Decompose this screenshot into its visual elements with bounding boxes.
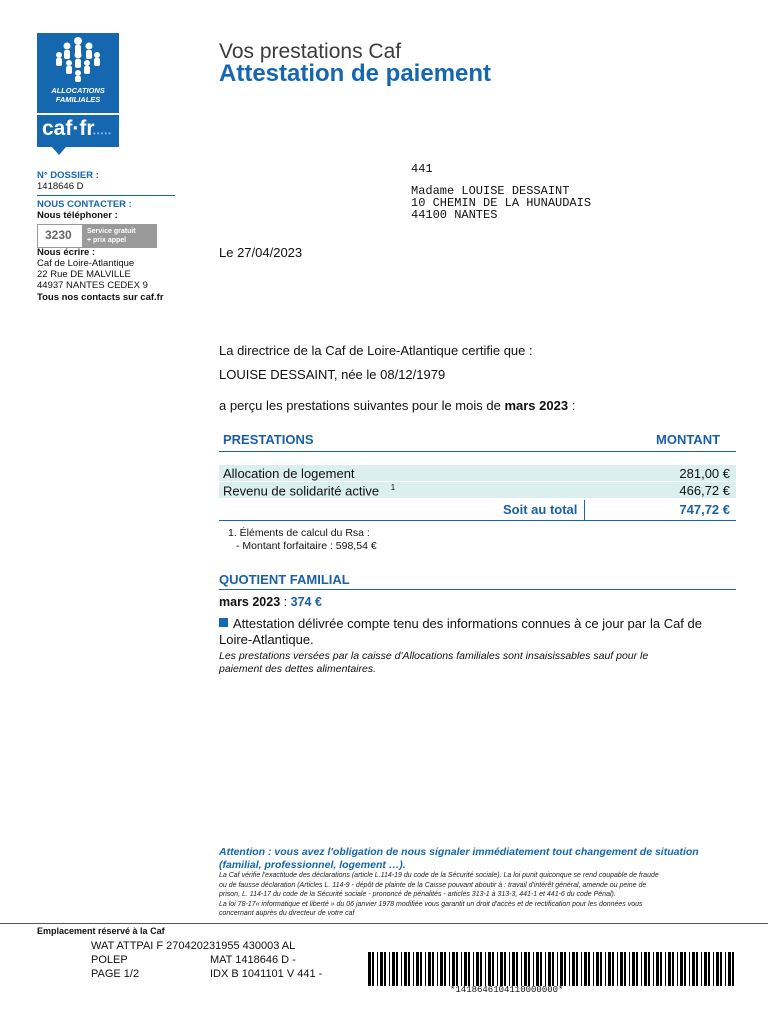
barcode-bar (677, 952, 678, 986)
received-text (219, 398, 575, 413)
quotient-value: 374 € (290, 595, 322, 609)
barcode-bar (464, 952, 467, 986)
barcode-bar (713, 952, 714, 986)
barcode-bar (492, 952, 494, 986)
barcode-bar (536, 952, 539, 986)
barcode-bar (509, 952, 510, 986)
barcode (368, 952, 736, 986)
barcode-bar (620, 952, 623, 986)
barcode-bar (672, 952, 674, 986)
notice-line-1: Attestation délivrée compte tenu des informations connues à ce jour par la Caf de (233, 616, 702, 631)
barcode-bar (384, 952, 386, 986)
total-separator (584, 500, 585, 520)
footer-row-3-col-1: PAGE 1/2 (91, 968, 140, 980)
barcode-bar (716, 952, 719, 986)
barcode-bar (540, 952, 542, 986)
barcode-bar (456, 952, 458, 986)
table-row-amount: 281,00 € (679, 466, 730, 481)
attention-block (219, 846, 736, 872)
legal-line-2: ou de fausse déclaration (Articles L. 114-9 - dépôt de plainte de la Caisse pouvant aboutir à : travail d'intérêt général, amende ou peine de (219, 881, 647, 889)
write-line-1: Caf de Loire-Atlantique (37, 258, 135, 269)
barcode-bar (629, 952, 630, 986)
barcode-bar (416, 952, 419, 986)
barcode-bar (704, 952, 707, 986)
phone-tag-line-1: Service gratuit (87, 228, 136, 235)
barcode-bar (588, 952, 590, 986)
barcode-bar (612, 952, 614, 986)
certify-text: La directrice de la Caf de Loire-Atlantique certifie que : (219, 343, 533, 358)
barcode-bar (728, 952, 731, 986)
barcode-bar (437, 952, 438, 986)
barcode-bar (432, 952, 434, 986)
caf-fr-text: caf·fr (42, 117, 95, 140)
barcode-bar (428, 952, 431, 986)
footnote-line-2: - Montant forfaitaire : 598,54 € (236, 540, 377, 552)
barcode-bar (392, 952, 395, 986)
barcode-bar (692, 952, 695, 986)
quotient-sep: : (283, 595, 288, 609)
page-title: Attestation de paiement (219, 60, 492, 87)
phone-label: Nous téléphoner : (37, 210, 118, 221)
barcode-bar (576, 952, 578, 986)
logo-line-2: FAMILIALES (55, 95, 101, 104)
barcode-bar (600, 952, 602, 986)
barcode-bar (701, 952, 702, 986)
barcode-bar (461, 952, 462, 986)
barcode-bar (684, 952, 686, 986)
quotient-rule (219, 589, 736, 590)
phone-tag (82, 224, 156, 248)
barcode-bar (396, 952, 398, 986)
barcode-bar (660, 952, 662, 986)
table-row-label (223, 483, 395, 498)
barcode-bar (528, 952, 530, 986)
dossier-label: N° DOSSIER : (37, 170, 99, 181)
footer-row-1: WAT ATTPAI F 270420231955 430003 AL (91, 940, 296, 952)
quotient-value-line (219, 595, 322, 609)
barcode-bar (413, 952, 414, 986)
barcode-bar (632, 952, 635, 986)
barcode-bar (596, 952, 599, 986)
barcode-bar (665, 952, 666, 986)
col-montant: MONTANT (656, 432, 721, 447)
barcode-bar (648, 952, 650, 986)
legal-line-1: La Caf vérifie l'exactitude des déclarations (article L.114-19 du code de la Sécurité sociale). La loi punit quiconque se rend coupable de fraude (219, 872, 659, 879)
logo-line-1: ALLOCATIONS (51, 86, 105, 95)
barcode-bar (720, 952, 722, 986)
barcode-bar (504, 952, 506, 986)
barcode-bar (696, 952, 698, 986)
bullet-square-icon (219, 618, 228, 627)
barcode-bar (644, 952, 647, 986)
write-label: Nous écrire : (37, 247, 96, 258)
barcode-bar (605, 952, 606, 986)
barcode-bar (425, 952, 426, 986)
barcode-bar (656, 952, 659, 986)
barcode-bar (564, 952, 566, 986)
barcode-bar (560, 952, 563, 986)
received-month: mars 2023 (504, 398, 569, 413)
barcode-bar (636, 952, 638, 986)
col-prestations: PRESTATIONS (223, 432, 314, 447)
barcode-bar (653, 952, 654, 986)
phone-tag-line-2: + prix appel (87, 237, 127, 244)
barcode-bar (401, 952, 402, 986)
barcode-bar (512, 952, 515, 986)
logo-pointer (52, 147, 66, 155)
barcode-bar (584, 952, 587, 986)
phone-number: 3230 (45, 228, 72, 242)
barcode-bar (557, 952, 558, 986)
legal-block (219, 871, 736, 919)
barcode-bar (488, 952, 491, 986)
barcode-bar (732, 952, 734, 986)
address-code: 441 (411, 162, 433, 176)
write-line-2: 22 Rue DE MALVILLE (37, 269, 131, 280)
barcode-bar (485, 952, 486, 986)
barcode-bar (624, 952, 626, 986)
barcode-bar (372, 952, 374, 986)
footer-divider (0, 923, 768, 924)
barcode-bar (500, 952, 503, 986)
barcode-bar (480, 952, 482, 986)
barcode-bar (452, 952, 455, 986)
barcode-bar (521, 952, 522, 986)
barcode-bar (368, 952, 371, 986)
caf-fr-dots: ••••• (93, 129, 113, 138)
family-figures-icon (37, 33, 119, 87)
total-amount: 747,72 € (679, 502, 730, 517)
footer-row-3-col-2: IDX B 1041101 V 441 - (210, 968, 323, 980)
barcode-bar (420, 952, 422, 986)
address-line-1: Madame LOUISE DESSAINT (411, 184, 570, 198)
total-label: Soit au total (503, 502, 578, 517)
footnote-marker: 1 (390, 483, 396, 492)
table-header-rule (219, 451, 736, 452)
legal-line-3: prison, L. 114-17 du code de la Sécurité sociale - prononcé de pénalités - articles 313-1 à 313-3, 441-1 et 441-6 du code Pénal). (219, 891, 616, 898)
barcode-bar (404, 952, 407, 986)
barcode-bar (617, 952, 618, 986)
barcode-bar (641, 952, 642, 986)
quotient-title: QUOTIENT FAMILIAL (219, 572, 350, 587)
barcode-bar (581, 952, 582, 986)
barcode-bar (497, 952, 498, 986)
legal-line-5: concernant auprès du directeur de votre caf (219, 910, 355, 917)
footnote-line-1: 1. Éléments de calcul du Rsa : (228, 527, 370, 539)
received-pre: a perçu les prestations suivantes pour le mois de (219, 398, 501, 413)
barcode-bar (545, 952, 546, 986)
barcode-bar (552, 952, 554, 986)
barcode-bar (689, 952, 690, 986)
barcode-bar (468, 952, 470, 986)
barcode-bar (524, 952, 527, 986)
notice-italic-2: paiement des dettes alimentaires. (219, 663, 377, 675)
letter-date: Le 27/04/2023 (219, 245, 303, 260)
table-row-label: Allocation de logement (223, 466, 355, 481)
barcode-bar (593, 952, 594, 986)
dossier-value: 1418646 D (37, 181, 84, 192)
barcode-bar (608, 952, 611, 986)
received-post: : (571, 398, 576, 413)
address-line-2: 10 CHEMIN DE LA HUNAUDAIS (411, 196, 592, 210)
divider (37, 195, 175, 196)
barcode-bar (569, 952, 570, 986)
barcode-bar (440, 952, 443, 986)
barcode-bar (680, 952, 683, 986)
footer-label: Emplacement réservé à la Caf (37, 926, 165, 936)
barcode-bar (389, 952, 390, 986)
contacts-link[interactable]: Tous nos contacts sur caf.fr (37, 292, 164, 303)
legal-line-4: La loi 78-17« informatique et liberté » du 06 janvier 1978 modifiée vous garantit un droit d'accès et de rectification pour les données vous (219, 900, 643, 908)
barcode-bar (548, 952, 551, 986)
barcode-bar (725, 952, 726, 986)
barcode-bar (380, 952, 383, 986)
barcode-bar (516, 952, 518, 986)
barcode-bar (708, 952, 710, 986)
quotient-month: mars 2023 (219, 595, 281, 609)
attention-line-1: Attention : vous avez l'obligation de nous signaler immédiatement tout changement de situation (219, 846, 699, 858)
barcode-bar (572, 952, 575, 986)
barcode-bar (377, 952, 378, 986)
barcode-bar (533, 952, 534, 986)
notice-italic-1: Les prestations versées par la caisse d'Allocations familiales sont insaisissables sauf pour le (219, 650, 649, 662)
write-line-3: 44937 NANTES CEDEX 9 (37, 280, 148, 291)
barcode-bar (449, 952, 450, 986)
attention-line-2: (familial, professionnel, logement …). (219, 859, 406, 871)
logo-text (37, 86, 119, 104)
barcode-bar (408, 952, 410, 986)
contact-label: NOUS CONTACTER : (37, 199, 132, 210)
barcode-bar (476, 952, 479, 986)
address-line-3: 44100 NANTES (411, 208, 498, 222)
footer-row-2-col-1: POLEP (91, 954, 128, 966)
footer-row-2-col-2: MAT 1418646 D - (210, 954, 296, 966)
barcode-bar (444, 952, 446, 986)
barcode-bar (668, 952, 671, 986)
table-bottom-rule (219, 520, 736, 521)
beneficiary-text: LOUISE DESSAINT, née le 08/12/1979 (219, 367, 446, 382)
header-subtitle: Vos prestations Caf (219, 40, 402, 63)
table-row-label-text: Revenu de solidarité active (223, 483, 380, 499)
barcode-number: *1418646104110000000* (450, 985, 564, 995)
notice-line-2: Loire-Atlantique. (219, 632, 314, 647)
barcode-bar (473, 952, 474, 986)
table-row-amount: 466,72 € (679, 483, 730, 498)
